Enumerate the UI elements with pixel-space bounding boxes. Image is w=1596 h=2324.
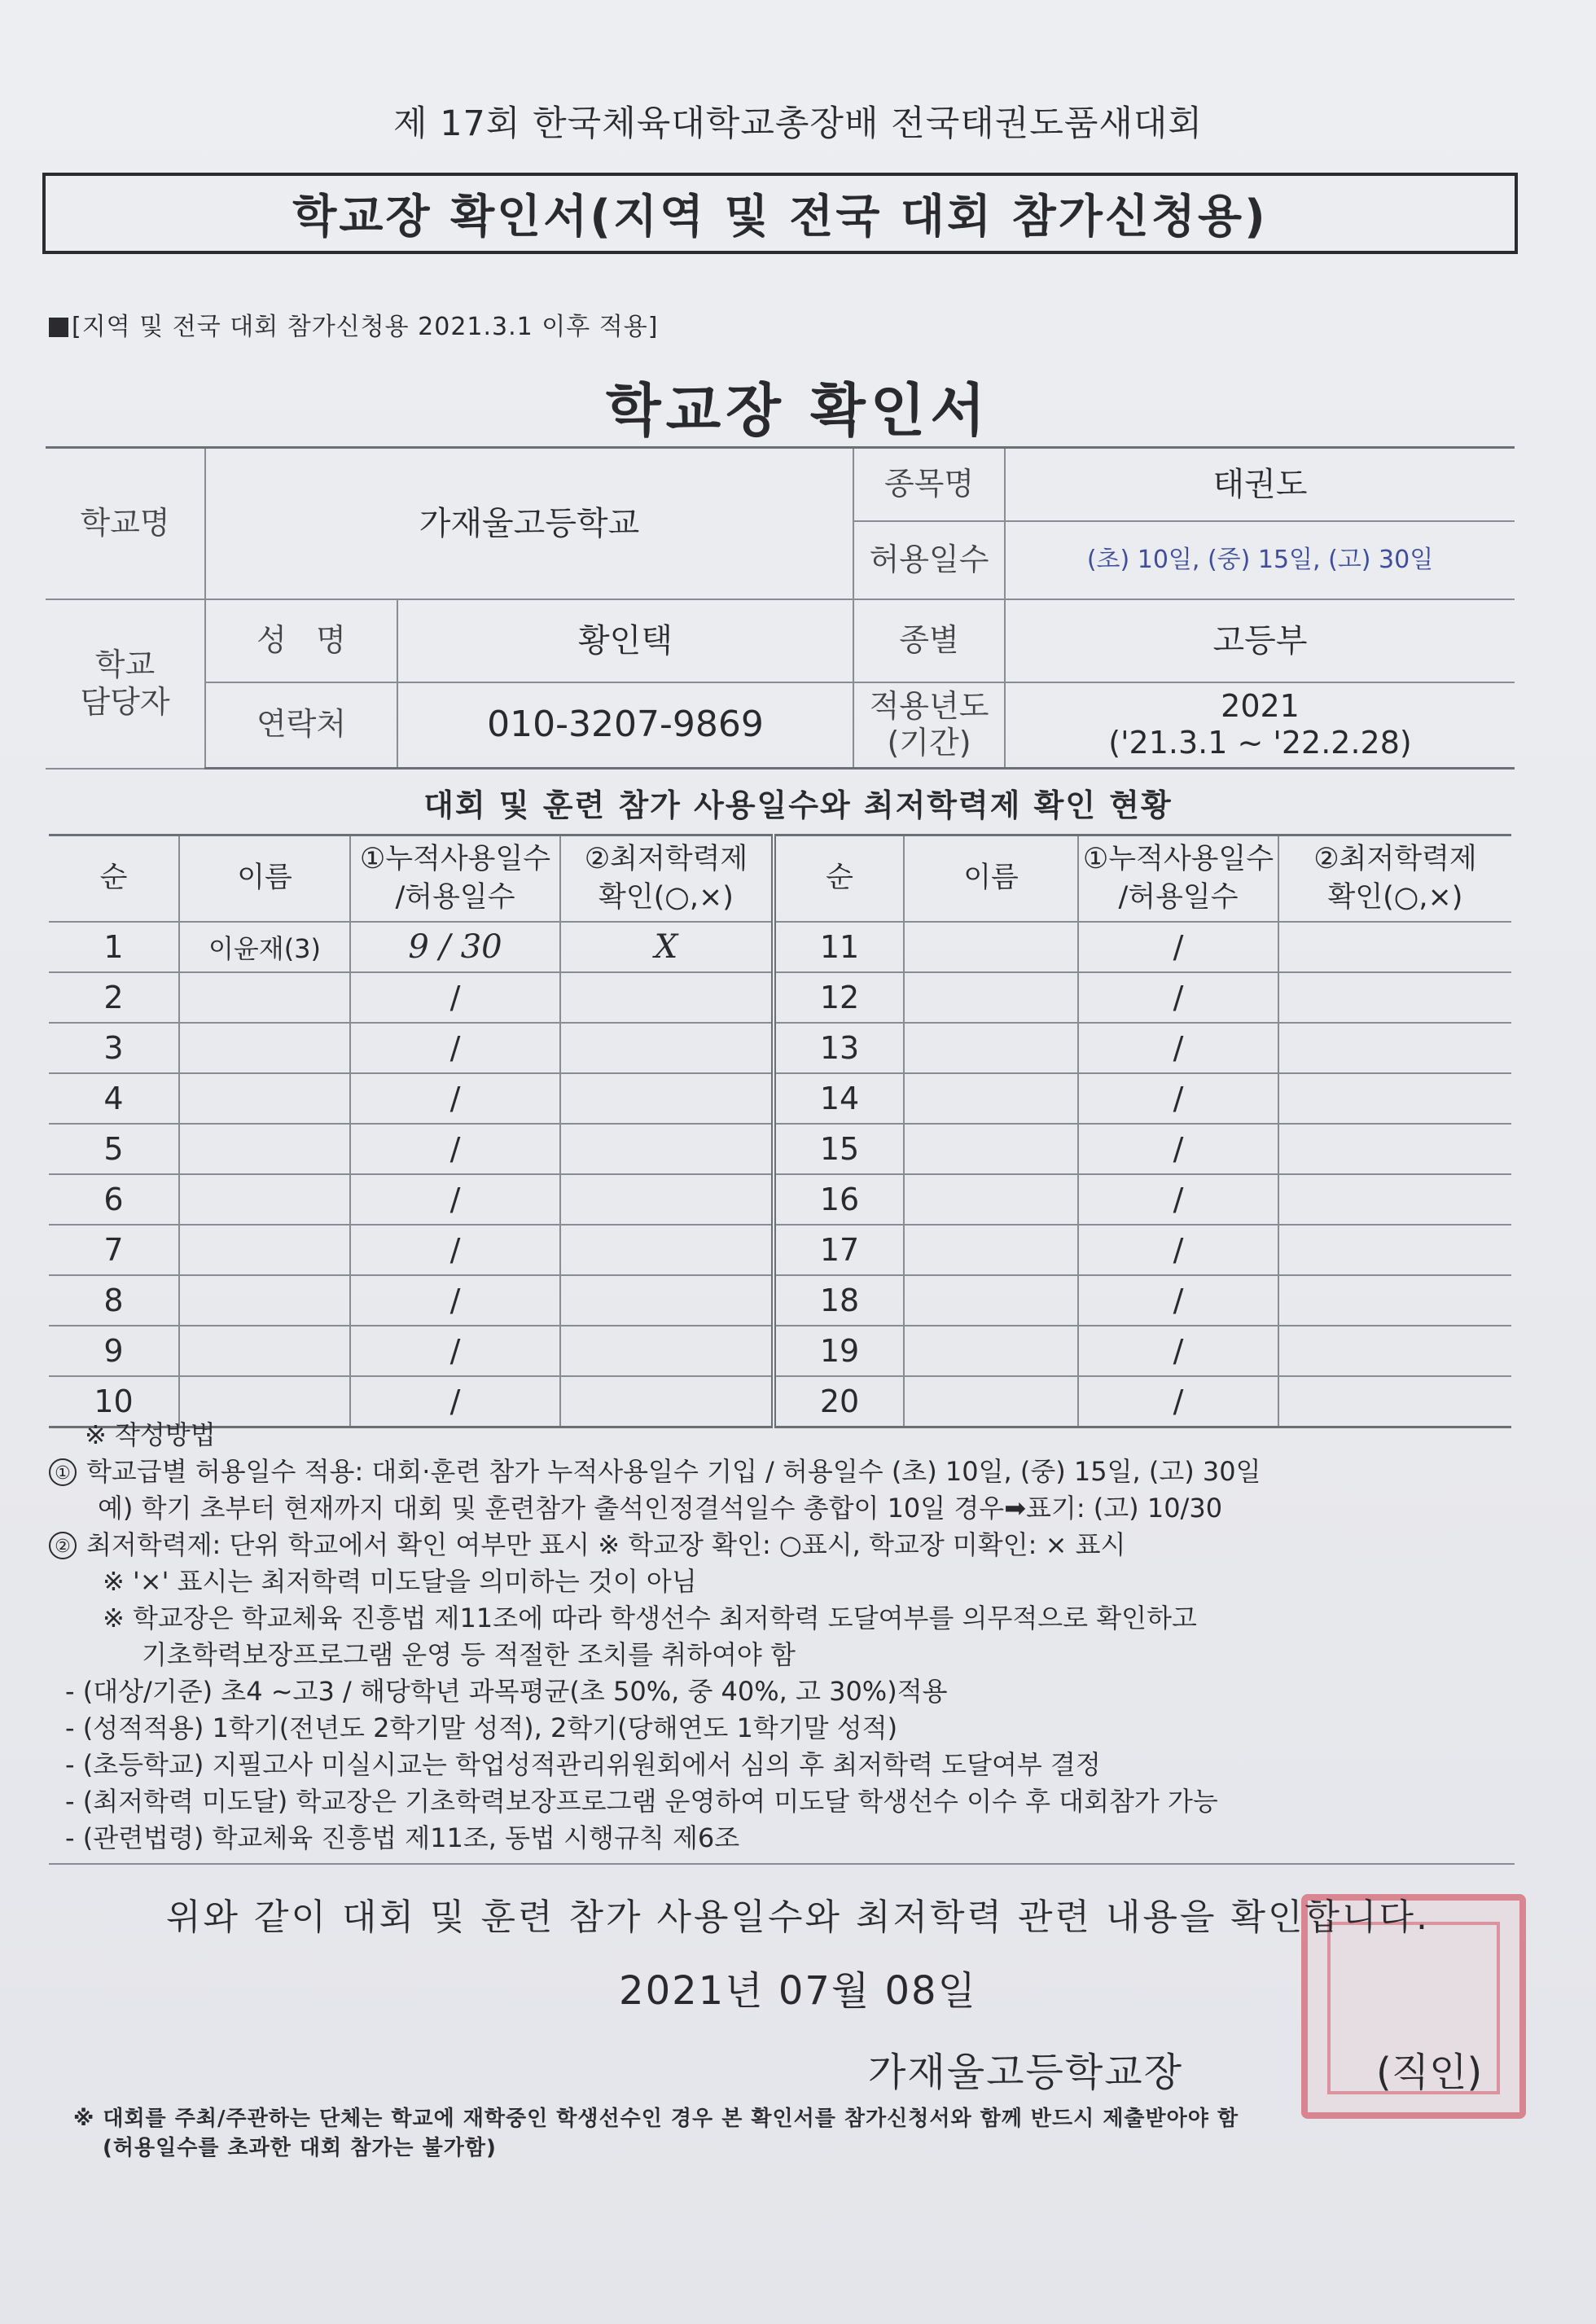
category-label: 종별 [853, 599, 1005, 682]
circle-number-1: ① [49, 1458, 77, 1486]
row-check [1278, 972, 1511, 1023]
instruction-text-5: - (초등학교) 지필고사 미실시교는 학업성적관리위원회에서 심의 후 최저학력 도달여부 결정 [65, 1749, 1101, 1780]
period-text: ('21.3.1 ~ '22.2.28) [1108, 725, 1412, 761]
phone-value: 010-3207-9869 [397, 682, 853, 769]
year-text: 2021 [1221, 687, 1300, 724]
school-name-label: 학교명 [46, 448, 205, 599]
table-row [49, 1073, 1511, 1124]
row-name [904, 1023, 1078, 1073]
row-check [560, 1023, 774, 1073]
row-no: 20 [774, 1376, 904, 1427]
row-check [1278, 1023, 1511, 1073]
row-name [179, 1023, 350, 1073]
instruction-text-2c: ※ 학교장은 학교체육 진흥법 제11조에 따라 학생선수 최저학력 도달여부를 의무적으로 확인하고 [103, 1603, 1197, 1633]
form-title-box: 학교장 확인서(지역 및 전국 대회 참가신청용) [42, 173, 1518, 254]
row-days: / [350, 1376, 560, 1427]
row-days: 9 / 30 [350, 922, 560, 972]
status-title: 대회 및 훈련 참가 사용일수와 최저학력제 확인 현황 [423, 787, 1173, 823]
header-check-right-line-1: ②최저학력제 [1313, 842, 1477, 875]
row-check [1278, 1275, 1511, 1326]
row-name [904, 1174, 1078, 1225]
info-table [46, 446, 1515, 770]
table-row [49, 1023, 1511, 1073]
school-name-value: 가재울고등학교 [205, 448, 853, 599]
instructions-heading: ※ 작성방법 [85, 1419, 216, 1450]
row-no: 1 [49, 922, 179, 972]
row-name [179, 1275, 350, 1326]
row-days: / [350, 1023, 560, 1073]
row-no: 3 [49, 1023, 179, 1073]
row-name [904, 972, 1078, 1023]
header-days-left-line-1: ①누적사용일수 [359, 842, 551, 875]
row-no: 15 [774, 1124, 904, 1174]
row-days: / [1078, 1376, 1278, 1427]
row-no: 6 [49, 1174, 179, 1225]
row-name [179, 1073, 350, 1124]
row-no: 7 [49, 1225, 179, 1275]
year-label-line-1: 적용년도 [869, 687, 989, 724]
instructions [49, 1417, 1515, 1857]
instruction-item-2 [49, 1527, 1515, 1563]
seal-mark: (직인) [1376, 2050, 1483, 2095]
row-no: 11 [774, 922, 904, 972]
instruction-text-7: - (관련법령) 학교체육 진흥법 제11조, 동법 시행규칙 제6조 [65, 1822, 740, 1853]
row-check [560, 1326, 774, 1376]
table-row [49, 922, 1511, 972]
header-check-left-line-2: 확인(○,×) [598, 881, 734, 914]
table-row [49, 972, 1511, 1023]
year-label [853, 682, 1005, 769]
contact-person-label-line-1: 학교 [94, 646, 156, 682]
row-no: 5 [49, 1124, 179, 1174]
row-name: 이윤재(3) [179, 922, 350, 972]
category-value: 고등부 [1005, 599, 1515, 682]
row-check [560, 1174, 774, 1225]
section-divider [49, 1863, 1515, 1865]
contact-person-label [46, 599, 205, 769]
row-check [1278, 1174, 1511, 1225]
footnote [73, 2104, 1531, 2163]
row-no: 12 [774, 972, 904, 1023]
document-title: 학교장 확인서 [605, 377, 991, 444]
row-days: / [1078, 1275, 1278, 1326]
row-no: 10 [49, 1376, 179, 1427]
footnote-line-1: ※ 대회를 주최/주관하는 단체는 학교에 재학중인 학생선수인 경우 본 확인서를 참가신청서와 함께 반드시 제출받아야 함 [73, 2107, 1239, 2131]
header-check-left [560, 835, 774, 923]
row-no: 14 [774, 1073, 904, 1124]
row-days: / [350, 972, 560, 1023]
sport-label: 종목명 [853, 448, 1005, 521]
instruction-text-3: - (대상/기준) 초4 ~고3 / 해당학년 과목평균(초 50%, 중 40%, 고 30%)적용 [65, 1676, 948, 1707]
notice-text: [지역 및 전국 대회 참가신청용 2021.3.1 이후 적용] [72, 313, 659, 341]
instruction-text-2d: 기초학력보장프로그램 운영 등 적절한 조치를 취하여야 함 [142, 1639, 796, 1670]
row-check [1278, 922, 1511, 972]
footnote-line-2: (허용일수를 초과한 대회 참가는 불가함) [103, 2136, 497, 2160]
instruction-item-1 [49, 1454, 1515, 1490]
header-days-right [1078, 835, 1278, 923]
sport-value: 태권도 [1005, 448, 1515, 521]
instruction-text-1: 학교급별 허용일수 적용: 대회·훈련 참가 누적사용일수 기입 / 허용일수 (초) 10일, (중) 15일, (고) 30일 [86, 1456, 1261, 1487]
row-days: / [1078, 1073, 1278, 1124]
row-name [179, 1174, 350, 1225]
instruction-text-2b: ※ '×' 표시는 최저학력 미도달을 의미하는 것이 아님 [103, 1566, 697, 1597]
row-no: 8 [49, 1275, 179, 1326]
row-check [1278, 1073, 1511, 1124]
row-check [560, 1225, 774, 1275]
table-row [49, 1174, 1511, 1225]
row-no: 17 [774, 1225, 904, 1275]
row-check [1278, 1225, 1511, 1275]
row-days: / [350, 1225, 560, 1275]
row-name [179, 1225, 350, 1275]
header-days-left-line-2: /허용일수 [395, 881, 515, 914]
instruction-text-1b: 예) 학기 초부터 현재까지 대회 및 훈련참가 출석인정결석일수 총합이 10일 경우➡표기: (고) 10/30 [98, 1493, 1223, 1524]
phone-label: 연락처 [205, 682, 397, 769]
row-days: / [350, 1275, 560, 1326]
table-row [49, 1225, 1511, 1275]
header-no-left: 순 [49, 835, 179, 923]
status-table [49, 834, 1511, 1428]
row-name [904, 1275, 1078, 1326]
header-check-right-line-2: 확인(○,×) [1327, 881, 1463, 914]
principal-signature: 가재울고등학교장 [868, 2050, 1183, 2095]
row-check [560, 1124, 774, 1174]
table-row [49, 1275, 1511, 1326]
year-label-line-2: (기간) [887, 725, 971, 761]
header-days-right-line-2: /허용일수 [1118, 881, 1239, 914]
row-days: / [1078, 1124, 1278, 1174]
header-name-left: 이름 [179, 835, 350, 923]
year-value [1005, 682, 1515, 769]
table-row [49, 1326, 1511, 1376]
row-no: 9 [49, 1326, 179, 1376]
row-no: 13 [774, 1023, 904, 1073]
header-no-right: 순 [774, 835, 904, 923]
allowed-days-label: 허용일수 [853, 521, 1005, 599]
row-check [560, 972, 774, 1023]
allowed-days-value: (초) 10일, (중) 15일, (고) 30일 [1005, 521, 1515, 599]
circle-number-2: ② [49, 1532, 77, 1559]
row-no: 2 [49, 972, 179, 1023]
row-days: / [350, 1124, 560, 1174]
row-no: 16 [774, 1174, 904, 1225]
row-name [179, 972, 350, 1023]
row-check [560, 1275, 774, 1326]
square-bullet-icon [49, 318, 68, 337]
header-name-right: 이름 [904, 835, 1078, 923]
row-days: / [1078, 1023, 1278, 1073]
row-check [1278, 1124, 1511, 1174]
row-days: / [1078, 1174, 1278, 1225]
row-check [560, 1073, 774, 1124]
row-check [1278, 1326, 1511, 1376]
header-days-right-line-1: ①누적사용일수 [1082, 842, 1274, 875]
header-check-right [1278, 835, 1511, 923]
row-no: 19 [774, 1326, 904, 1376]
row-days: / [350, 1326, 560, 1376]
person-name-label: 성 명 [205, 599, 397, 682]
contact-person-label-line-2: 담당자 [80, 683, 170, 720]
row-no: 18 [774, 1275, 904, 1326]
header-days-left [350, 835, 560, 923]
confirmation-date: 2021년 07월 08일 [619, 1968, 977, 2014]
row-name [179, 1124, 350, 1174]
instruction-text-4: - (성적적용) 1학기(전년도 2학기말 성적), 2학기(당해연도 1학기말 성적) [65, 1712, 898, 1743]
row-name [904, 1124, 1078, 1174]
header-check-left-line-1: ②최저학력제 [584, 842, 748, 875]
row-check: X [560, 922, 774, 972]
row-name [904, 1225, 1078, 1275]
instruction-text-2: 최저학력제: 단위 학교에서 확인 여부만 표시 ※ 학교장 확인: ○표시, 학교장 미확인: × 표시 [86, 1529, 1126, 1560]
event-title: 제 17회 한국체육대학교총장배 전국태권도품새대회 [392, 103, 1204, 144]
row-name [179, 1326, 350, 1376]
row-days: / [1078, 972, 1278, 1023]
row-days: / [1078, 1326, 1278, 1376]
row-days: / [1078, 1225, 1278, 1275]
row-days: / [350, 1174, 560, 1225]
row-name [904, 1326, 1078, 1376]
table-row [49, 1124, 1511, 1174]
row-name [904, 1073, 1078, 1124]
row-no: 4 [49, 1073, 179, 1124]
row-days: / [1078, 922, 1278, 972]
confirmation-text: 위와 같이 대회 및 훈련 참가 사용일수와 최저학력 관련 내용을 확인합니다. [166, 1896, 1430, 1938]
person-name-value: 황인택 [397, 599, 853, 682]
notice-line [49, 306, 658, 342]
row-name [904, 922, 1078, 972]
instruction-text-6: - (최저학력 미도달) 학교장은 기초학력보장프로그램 운영하여 미도달 학생선수 이수 후 대회참가 가능 [65, 1786, 1218, 1817]
row-days: / [350, 1073, 560, 1124]
